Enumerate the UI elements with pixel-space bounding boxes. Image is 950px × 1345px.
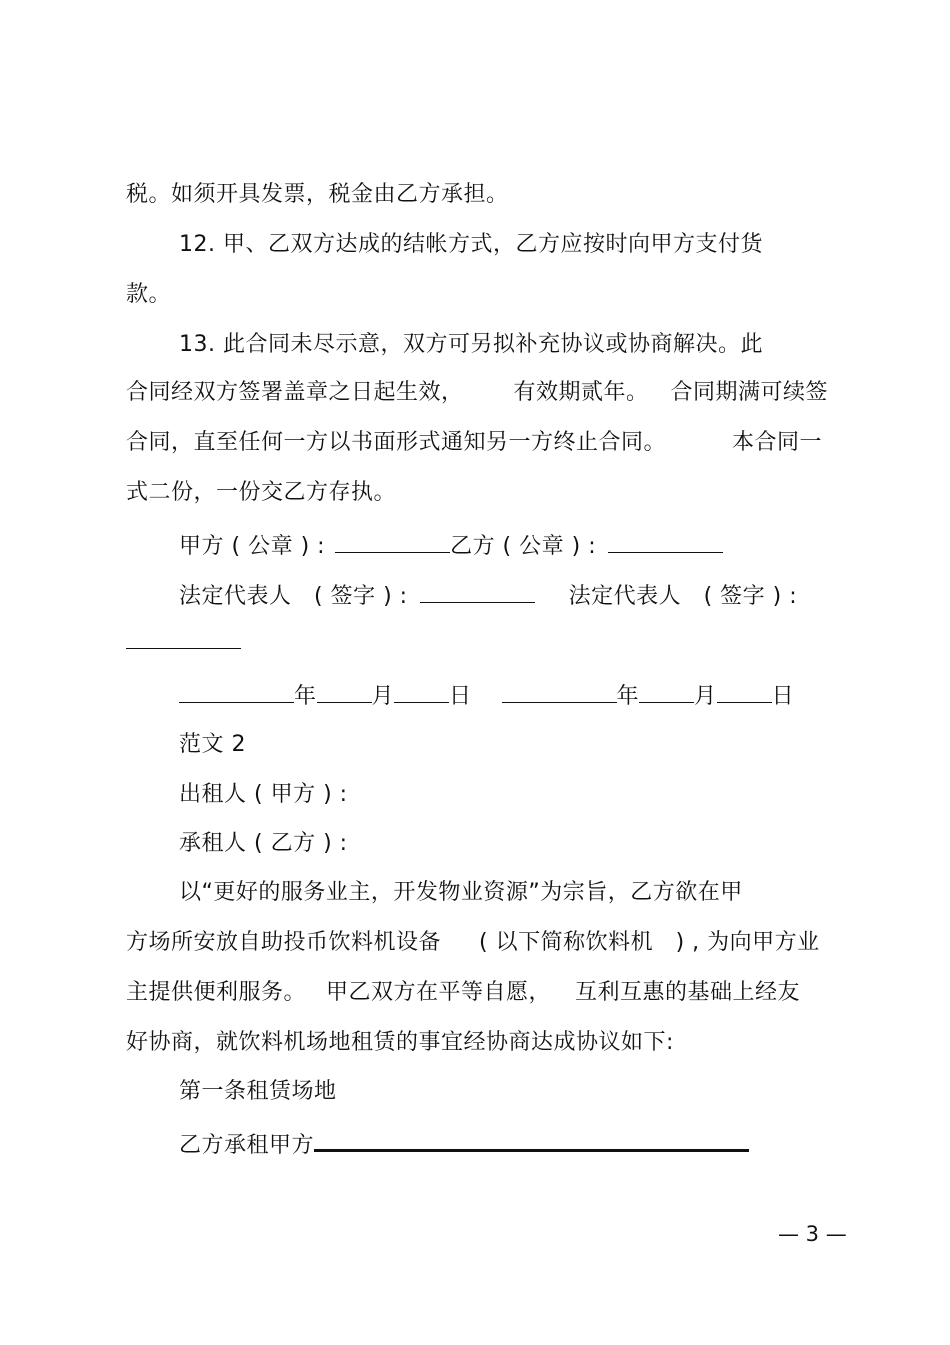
month-blank xyxy=(317,680,372,703)
clause-12: 12. 甲、乙双方达成的结帐方式，乙方应按时向甲方支付货 xyxy=(179,232,763,257)
text-segment: 甲乙双方在平等自愿， xyxy=(326,980,552,1005)
party-a-seal-blank xyxy=(335,530,450,553)
party-a-seal-label: 甲方 ( 公章 ) : xyxy=(179,534,326,559)
year-blank xyxy=(502,680,617,703)
text-line xyxy=(126,978,800,1008)
text-segment: 本合同一 xyxy=(732,430,823,455)
text-line xyxy=(126,928,820,958)
page-number: — 3 — xyxy=(778,1222,847,1246)
text-segment: 合同经双方签署盖章之日起生效， xyxy=(126,380,464,405)
party-b-seal-label: 乙方 ( 公章 ) : xyxy=(450,534,597,559)
section-heading: 范文 2 xyxy=(179,732,246,757)
day-blank xyxy=(394,680,449,703)
party-b-rep-blank xyxy=(126,626,241,649)
clause-13: 13. 此合同未尽示意，双方可另拟补充协议或协商解决。此 xyxy=(179,332,763,357)
premises-blank xyxy=(314,1127,749,1152)
date-line xyxy=(179,680,794,712)
text-segment: 主提供便利服务。 xyxy=(126,980,307,1005)
text-segment: ( 以下简称饮料机 ) , 为向甲方业 xyxy=(479,930,820,955)
text-segment: 有效期贰年。 xyxy=(513,380,649,405)
text-line: 以“更好的服务业主，开发物业资源”为宗旨，乙方欲在甲 xyxy=(179,880,743,905)
text-line: 式二份，一份交乙方存执。 xyxy=(126,480,397,505)
year-label: 年 xyxy=(294,684,317,709)
text-line: 税。如须开具发票，税金由乙方承担。 xyxy=(126,182,509,207)
party-b-rep-blank-line xyxy=(126,626,241,658)
text-segment: 合同期满可续签 xyxy=(670,380,829,405)
party-a-rep-label: 法定代表人 ( 签字 ) : xyxy=(179,584,408,609)
article-1-heading: 第一条租赁场地 xyxy=(179,1079,337,1104)
month-blank xyxy=(639,680,694,703)
month-label: 月 xyxy=(371,684,395,709)
representative-line xyxy=(179,580,797,612)
text-segment: 方场所安放自助投币饮料机设备 xyxy=(126,930,442,955)
day-blank xyxy=(717,680,772,703)
text-segment: 互利互惠的基础上经友 xyxy=(575,980,801,1005)
party-seal-line xyxy=(179,530,723,562)
text-line xyxy=(126,428,822,458)
party-b-seal-blank xyxy=(608,530,723,553)
party-b-rep-label: 法定代表人 ( 签字 ) : xyxy=(568,584,798,609)
day-label: 日 xyxy=(771,684,795,709)
text-segment: 乙方承租甲方 xyxy=(179,1133,315,1158)
party-a-rep-blank xyxy=(420,580,535,603)
lessee-label: 承租人 ( 乙方 ) : xyxy=(179,831,348,856)
article-1-line xyxy=(179,1127,749,1161)
text-line xyxy=(126,378,828,408)
text-line: 好协商，就饮料机场地租赁的事宜经协商达成协议如下: xyxy=(126,1030,674,1055)
lessor-label: 出租人 ( 甲方 ) : xyxy=(179,782,348,807)
text-segment: 合同，直至任何一方以书面形式通知另一方终止合同。 xyxy=(126,430,667,455)
month-label: 月 xyxy=(694,684,717,709)
text-line: 款。 xyxy=(126,282,172,307)
day-label: 日 xyxy=(449,684,472,709)
year-label: 年 xyxy=(616,684,640,709)
year-blank xyxy=(179,680,294,703)
